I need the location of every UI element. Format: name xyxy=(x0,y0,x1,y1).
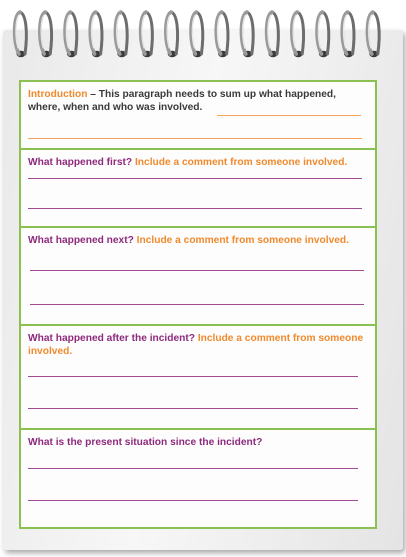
section-what-happened-first xyxy=(21,150,375,228)
section-present-situation xyxy=(21,430,375,527)
writing-line[interactable] xyxy=(28,208,362,209)
writing-line[interactable] xyxy=(28,408,358,409)
introduction-label: Introduction xyxy=(28,89,88,100)
spiral-ring xyxy=(15,12,27,57)
spiral-ring xyxy=(292,12,304,57)
spiral-ring xyxy=(40,12,52,57)
writing-line[interactable] xyxy=(28,468,358,469)
spiral-ring xyxy=(267,12,279,57)
question-text: What happened first? xyxy=(28,157,133,168)
writing-line[interactable] xyxy=(28,376,358,377)
question-what-happened-next xyxy=(28,234,369,247)
question-present-situation xyxy=(28,436,369,449)
comment-instruction: Include a comment from someone involved. xyxy=(133,235,349,246)
question-what-happened-first xyxy=(28,156,369,169)
comment-instruction: Include a comment from someone involved. xyxy=(132,157,348,168)
section-what-happened-next xyxy=(21,228,375,326)
spiral-ring xyxy=(141,12,153,57)
section-introduction xyxy=(21,82,375,150)
writing-line[interactable] xyxy=(28,500,358,501)
spiral-ring xyxy=(367,12,379,57)
comment-instruction: Include a comment from someone involved. xyxy=(28,333,364,357)
question-after-incident xyxy=(28,332,369,358)
question-text: What is the present situation since the incident? xyxy=(28,437,263,448)
writing-line[interactable] xyxy=(30,304,364,305)
spiral-ring xyxy=(90,12,102,57)
writing-line[interactable] xyxy=(28,138,362,139)
writing-line[interactable] xyxy=(28,178,362,179)
section-after-incident xyxy=(21,326,375,430)
spiral-ring xyxy=(216,12,228,57)
question-text: What happened after the incident? xyxy=(28,333,195,344)
introduction-prompt xyxy=(28,88,369,114)
spiral-ring xyxy=(241,12,253,57)
spiral-binding xyxy=(10,2,396,62)
spiral-ring xyxy=(65,12,77,57)
spiral-ring xyxy=(166,12,178,57)
writing-line[interactable] xyxy=(30,270,364,271)
spiral-ring xyxy=(317,12,329,57)
spiral-ring xyxy=(115,12,127,57)
introduction-text: – This paragraph needs to sum up what happened, where, when and who was involved. xyxy=(28,89,336,113)
question-text: What happened next? xyxy=(28,235,134,246)
spiral-ring xyxy=(191,12,203,57)
spiral-ring xyxy=(342,12,354,57)
worksheet-frame xyxy=(19,80,377,529)
writing-line[interactable] xyxy=(217,115,361,116)
